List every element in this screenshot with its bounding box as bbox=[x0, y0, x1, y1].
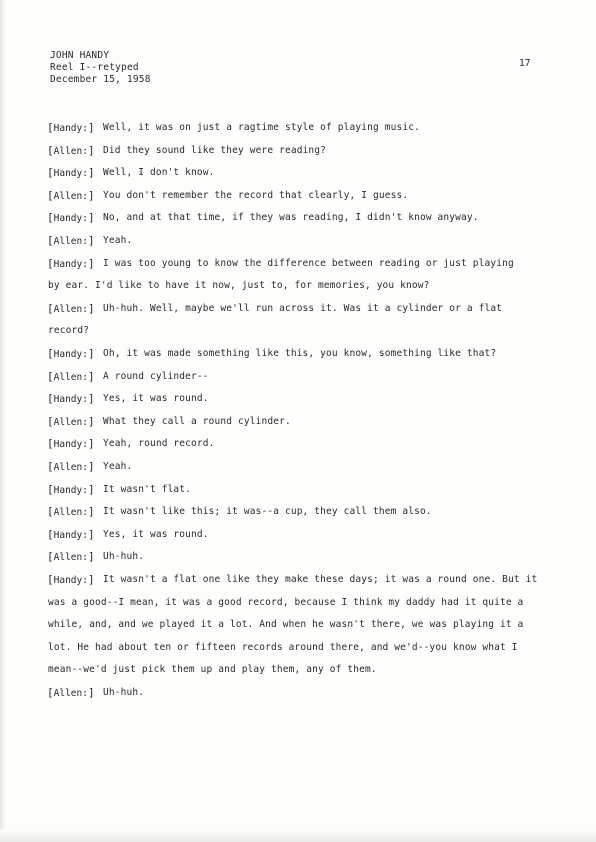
speaker-bracket-close: ] bbox=[87, 234, 95, 247]
utterance-text: Well, I don't know. bbox=[103, 167, 215, 179]
speaker-bracket-open: [ bbox=[47, 234, 54, 247]
speaker-bracket-close: ] bbox=[87, 369, 95, 383]
speaker-bracket-open: [ bbox=[47, 392, 54, 406]
speaker-bracket-close: ] bbox=[87, 414, 95, 428]
header-reel: Reel I--retyped bbox=[50, 62, 139, 73]
speaker-bracket-open: [ bbox=[47, 347, 54, 360]
speaker-name: Allen: bbox=[53, 462, 88, 473]
speaker-label bbox=[47, 393, 95, 406]
utterance-text: Did they sound like they were reading? bbox=[103, 144, 327, 156]
speaker-name: Allen: bbox=[53, 507, 88, 519]
speaker-bracket-close: ] bbox=[87, 392, 95, 406]
speaker-name: Handy: bbox=[53, 123, 88, 134]
utterance-continuation: lot. He had about ten or fifteen records around there, and we'd--you know what I bbox=[48, 641, 518, 653]
speaker-bracket-open: [ bbox=[47, 188, 54, 202]
speaker-bracket-open: [ bbox=[47, 166, 54, 180]
speaker-name: Handy: bbox=[53, 575, 88, 586]
speaker-label bbox=[47, 687, 95, 700]
utterance-text: Yeah. bbox=[103, 235, 133, 246]
utterance-text: You don't remember the record that clearly, I guess. bbox=[103, 189, 409, 201]
speaker-bracket-close: ] bbox=[87, 482, 95, 496]
utterance-continuation: mean--we'd just pick them up and play them, any of them. bbox=[48, 664, 377, 676]
speaker-label bbox=[47, 371, 95, 384]
speaker-label bbox=[47, 348, 95, 361]
utterance-continuation: by ear. I'd like to have it now, just to, for memories, you know? bbox=[48, 280, 430, 292]
speaker-bracket-open: [ bbox=[47, 121, 54, 134]
speaker-bracket-close: ] bbox=[87, 166, 95, 180]
speaker-label bbox=[47, 258, 95, 271]
speaker-name: Handy: bbox=[53, 213, 88, 225]
speaker-bracket-open: [ bbox=[47, 550, 54, 564]
utterance-text: Yes, it was round. bbox=[103, 528, 209, 540]
utterance-text: It wasn't like this; it was--a cup, they call them also. bbox=[103, 506, 432, 518]
header-date: December 15, 1958 bbox=[50, 74, 151, 85]
speaker-name: Allen: bbox=[53, 688, 88, 699]
speaker-label bbox=[47, 122, 95, 135]
utterance-continuation: while, and, and we played it a lot. And when he wasn't there, we was playing it a bbox=[48, 619, 524, 631]
speaker-label bbox=[47, 484, 95, 497]
speaker-name: Allen: bbox=[53, 303, 88, 315]
speaker-name: Allen: bbox=[53, 552, 88, 564]
utterance-continuation: record? bbox=[48, 325, 90, 337]
utterance-text: Well, it was on just a ragtime style of playing music. bbox=[103, 122, 420, 133]
speaker-label bbox=[47, 212, 95, 225]
header-name: JOHN HANDY bbox=[50, 50, 110, 61]
utterance-text: I was too young to know the difference between reading or just playing bbox=[103, 257, 514, 269]
speaker-bracket-close: ] bbox=[87, 211, 95, 225]
speaker-bracket-close: ] bbox=[87, 256, 95, 270]
speaker-bracket-open: [ bbox=[47, 573, 54, 586]
utterance-text: Yeah. bbox=[103, 461, 133, 472]
speaker-bracket-open: [ bbox=[47, 256, 54, 270]
speaker-bracket-open: [ bbox=[47, 301, 54, 315]
speaker-name: Allen: bbox=[53, 236, 88, 247]
speaker-name: Handy: bbox=[53, 529, 88, 541]
speaker-label bbox=[47, 551, 95, 564]
speaker-name: Allen: bbox=[53, 416, 88, 428]
speaker-label bbox=[47, 167, 95, 180]
speaker-bracket-open: [ bbox=[47, 482, 54, 496]
speaker-name: Handy: bbox=[53, 349, 88, 360]
speaker-bracket-close: ] bbox=[87, 437, 95, 451]
utterance-text: Yes, it was round. bbox=[103, 393, 209, 405]
speaker-label bbox=[47, 574, 95, 587]
utterance-text: A round cylinder-- bbox=[103, 370, 209, 382]
speaker-bracket-open: [ bbox=[47, 505, 54, 519]
utterance-text: Yeah, round record. bbox=[103, 438, 215, 450]
speaker-name: Allen: bbox=[53, 371, 88, 383]
speaker-label bbox=[47, 303, 95, 316]
speaker-bracket-open: [ bbox=[47, 369, 54, 383]
utterance-text: Uh-huh. bbox=[103, 687, 145, 698]
utterance-text: No, and at that time, if they was reading, I didn't know anyway. bbox=[103, 212, 479, 224]
page-edge-shadow bbox=[0, 0, 6, 842]
speaker-bracket-open: [ bbox=[47, 143, 54, 157]
speaker-bracket-close: ] bbox=[87, 550, 95, 564]
speaker-bracket-close: ] bbox=[87, 527, 95, 541]
utterance-text: Uh-huh. Well, maybe we'll run across it. Was it a cylinder or a flat bbox=[103, 302, 503, 314]
speaker-label bbox=[47, 438, 95, 451]
speaker-bracket-close: ] bbox=[87, 347, 95, 360]
speaker-bracket-open: [ bbox=[47, 437, 54, 451]
speaker-bracket-close: ] bbox=[87, 301, 95, 315]
page-number: 17 bbox=[519, 58, 531, 69]
speaker-bracket-close: ] bbox=[87, 573, 95, 586]
speaker-bracket-open: [ bbox=[47, 460, 54, 473]
utterance-continuation: was a good--I mean, it was a good record, because I think my daddy had it quite a bbox=[48, 596, 524, 608]
speaker-bracket-close: ] bbox=[87, 188, 95, 202]
speaker-label bbox=[47, 529, 95, 542]
speaker-name: Handy: bbox=[53, 168, 88, 180]
speaker-bracket-close: ] bbox=[87, 686, 95, 699]
speaker-label bbox=[47, 506, 95, 519]
speaker-name: Handy: bbox=[53, 439, 88, 451]
speaker-name: Allen: bbox=[53, 190, 88, 202]
speaker-bracket-close: ] bbox=[87, 121, 95, 134]
speaker-bracket-close: ] bbox=[87, 143, 95, 157]
page-bottom-shadow bbox=[0, 830, 596, 842]
speaker-name: Handy: bbox=[53, 484, 88, 496]
speaker-bracket-close: ] bbox=[87, 505, 95, 519]
speaker-name: Handy: bbox=[53, 258, 88, 270]
utterance-text: Oh, it was made something like this, you know, something like that? bbox=[103, 348, 497, 359]
speaker-bracket-open: [ bbox=[47, 527, 54, 541]
utterance-text: What they call a round cylinder. bbox=[103, 415, 291, 427]
speaker-label bbox=[47, 190, 95, 203]
speaker-bracket-close: ] bbox=[87, 460, 95, 473]
speaker-name: Handy: bbox=[53, 394, 88, 406]
speaker-bracket-open: [ bbox=[47, 211, 54, 225]
utterance-text: It wasn't a flat one like they make these days; it was a round one. But it bbox=[103, 574, 538, 585]
utterance-text: Uh-huh. bbox=[103, 551, 145, 563]
speaker-label bbox=[47, 461, 95, 474]
utterance-text: It wasn't flat. bbox=[103, 483, 192, 495]
speaker-name: Allen: bbox=[53, 145, 88, 157]
document-header bbox=[50, 50, 151, 86]
speaker-label bbox=[47, 416, 95, 429]
speaker-bracket-open: [ bbox=[47, 686, 54, 699]
speaker-label bbox=[47, 145, 95, 158]
speaker-bracket-open: [ bbox=[47, 414, 54, 428]
speaker-label bbox=[47, 235, 95, 248]
